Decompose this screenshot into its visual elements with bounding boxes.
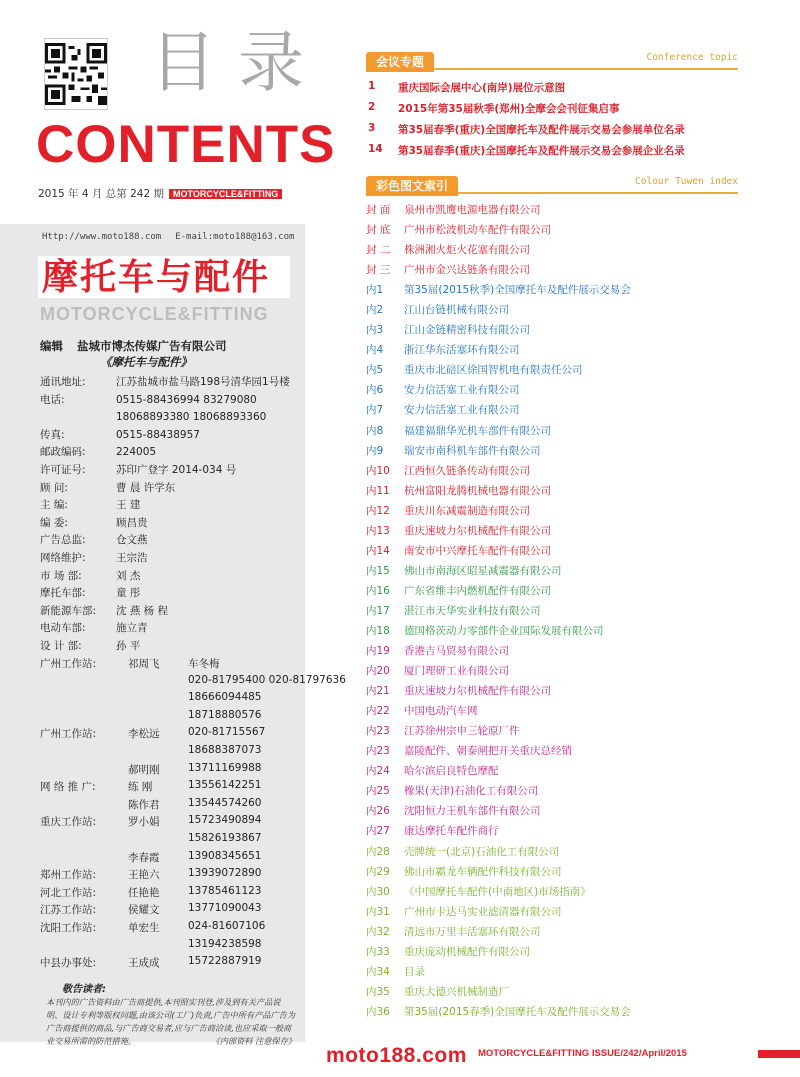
email-link[interactable]: E-mail:moto188@163.com: [175, 232, 295, 242]
index-page: 内29: [366, 865, 390, 878]
contact-phone: 18718880576: [188, 708, 262, 721]
contact-name: 郝明刚: [128, 763, 160, 776]
index-company: 《中国摩托车配件(中南地区)市场指南》: [404, 885, 591, 898]
contact-station: 沈阳工作站:: [40, 921, 97, 934]
index-page: 封 底: [366, 224, 391, 237]
info-row: [40, 532, 290, 550]
info-label: 新能源车部:: [40, 604, 97, 617]
editor-label: 编辑: [40, 339, 63, 353]
index-company: 康达摩托车配件商行: [404, 825, 499, 838]
contact-phone: 15826193867: [188, 831, 262, 844]
index-page: 内30: [366, 885, 390, 898]
info-label: 设 计 部:: [40, 639, 82, 652]
info-value: 仓文燕: [116, 534, 148, 547]
index-page: 内32: [366, 925, 390, 938]
index-page: 内4: [366, 344, 384, 357]
index-company: 香港吉马贸易有限公司: [404, 645, 509, 658]
index-company: 安力信活塞工业有限公司: [404, 404, 520, 417]
index-company: 重庆速坡力尔机械配件有限公司: [404, 685, 551, 698]
index-page: 内17: [366, 604, 390, 617]
index-company: 福建福鼎华光机车部件有限公司: [404, 424, 551, 437]
index-page: 内24: [366, 765, 390, 778]
index-company: 南安市中兴摩托车配件有限公司: [404, 544, 551, 557]
contact-phone: 13771090043: [188, 902, 262, 915]
info-label: 广告总监:: [40, 534, 86, 547]
index-company: 沈阳恒力王机车部件有限公司: [404, 805, 541, 818]
index-company: 江山台链机械有限公司: [404, 304, 509, 317]
colour-index-label-en: Colour Tuwen index: [635, 176, 738, 187]
index-page: 内25: [366, 785, 390, 798]
info-row: [40, 620, 290, 638]
index-company: 哈尔滨启良特色摩配: [404, 765, 499, 778]
contact-phone: 15723490894: [188, 814, 262, 827]
index-page: 内6: [366, 384, 384, 397]
conference-tab: 会议专题: [366, 52, 434, 72]
index-page: 封 三: [366, 264, 391, 277]
index-company: 湛江市天华实业科技有限公司: [404, 604, 541, 617]
colour-index-header: [366, 176, 738, 196]
notice-end: 《内部资料 注意保存》: [211, 1036, 296, 1046]
conference-label-en: Conference topic: [646, 52, 738, 63]
info-value: 苏印广登字 2014-034 号: [116, 463, 237, 476]
info-label: 主 编:: [40, 499, 68, 512]
index-page: 内28: [366, 845, 390, 858]
index-page: 内26: [366, 805, 390, 818]
index-page: 内1: [366, 284, 384, 297]
info-value: 224005: [116, 446, 157, 459]
index-company: 重庆速坡力尔机械配件有限公司: [404, 524, 551, 537]
contact-phone: 024-81607106: [188, 919, 266, 932]
contact-name: 侯耀文: [128, 904, 160, 917]
info-row: [40, 427, 290, 445]
index-company: 广州市松波机动车配件有限公司: [404, 224, 551, 237]
contact-name: 罗小娟: [128, 816, 160, 829]
info-label: 顾 问:: [40, 481, 68, 494]
conference-page: 2: [368, 101, 376, 113]
info-value: 王宗浩: [116, 551, 148, 564]
index-company: 重庆市北碚区徐国智机电有限责任公司: [404, 364, 583, 377]
index-company: 江西恒久链条传动有限公司: [404, 464, 530, 477]
contact-phone: 13544574260: [188, 796, 262, 809]
contact-name: 王成成: [128, 957, 160, 970]
contact-phone: 车冬梅: [188, 658, 220, 670]
magazine-title-cn: 摩托车与配件: [42, 257, 271, 298]
contact-phone: 18688387073: [188, 743, 262, 756]
info-row: [40, 462, 290, 480]
contact-phone: 13556142251: [188, 779, 262, 792]
index-company: 江苏徐州宗申三轮原厂件: [404, 725, 520, 738]
index-page: 封 面: [366, 204, 391, 216]
issue-date: 2015 年 4 月 总第 242 期: [38, 188, 164, 200]
index-page: 内27: [366, 825, 390, 838]
info-value: 曹 晨 许学东: [116, 481, 176, 494]
contact-name: 练 刚: [128, 781, 153, 794]
magazine-title-box: [38, 256, 290, 298]
info-label: 许可证号:: [40, 463, 86, 476]
info-label: 市 场 部:: [40, 569, 82, 582]
contact-phone: 020-81715567: [188, 726, 266, 739]
index-page: 内23: [366, 725, 390, 738]
info-value: 童 彤: [116, 587, 141, 600]
index-company: 浙江华东活塞环有限公司: [404, 344, 520, 357]
index-page: 内36: [366, 1005, 390, 1018]
index-company: 重庆大德兴机械制造厂: [404, 985, 509, 998]
contact-phone: 18666094485: [188, 691, 262, 704]
info-row: [40, 374, 290, 392]
index-company: 佛山市霸龙车辆配件科技有限公司: [404, 865, 562, 878]
index-page: 内13: [366, 524, 390, 537]
conference-title: 2015年第35届秋季(郑州)全摩会会刊征集启事: [398, 103, 620, 115]
index-page: 内2: [366, 304, 384, 317]
index-page: 内8: [366, 424, 384, 437]
info-value: 刘 杰: [116, 569, 141, 582]
contact-name: 陈作君: [128, 798, 160, 811]
conference-page: 14: [368, 143, 383, 155]
index-page: 内5: [366, 364, 384, 377]
info-label: 摩托车部:: [40, 587, 86, 600]
contact-phone: 13908345651: [188, 849, 262, 862]
contact-name: 李松远: [128, 728, 160, 741]
index-company: 泉州市凯鹰电源电器有限公司: [404, 204, 541, 216]
index-page: 内3: [366, 324, 384, 337]
contact-name: 李春霞: [128, 851, 160, 864]
conference-page: 3: [368, 122, 376, 134]
index-page: 内34: [366, 965, 390, 978]
index-company: 佛山市南海区昭星减震器有限公司: [404, 564, 562, 577]
masthead-urls: [42, 232, 308, 242]
contact-phone: 13785461123: [188, 884, 262, 897]
index-page: 内15: [366, 564, 390, 577]
footer-site[interactable]: moto188.com: [326, 1044, 467, 1067]
magazine-title-en: MOTORCYCLE&FITTING: [40, 304, 269, 324]
info-value: 江苏盐城市盐马路198号清华园1号楼: [116, 376, 290, 388]
info-row: [40, 515, 290, 533]
index-page: 内12: [366, 504, 390, 517]
index-page: 内14: [366, 544, 390, 557]
index-page: 内35: [366, 985, 390, 998]
notice-title: 敬告读者:: [62, 984, 106, 995]
contact-name: 单宏生: [128, 921, 160, 934]
index-company: 清远市万里丰活塞环有限公司: [404, 925, 541, 938]
index-page: 内31: [366, 905, 390, 918]
contact-phone: 020-81795400 020-81797636: [188, 673, 346, 686]
index-page: 内16: [366, 584, 390, 597]
index-company: 株洲湘火炬火花塞有限公司: [404, 244, 530, 257]
qr-code: [44, 38, 108, 110]
colour-index-tab: 彩色图文索引: [366, 176, 458, 196]
index-company: 德国格茨动力零部件企业国际发展有限公司: [404, 624, 604, 637]
issue-tag: MOTORCYCLE&FITTING: [169, 189, 282, 199]
info-value: 0515-88436994 83279080: [116, 393, 257, 406]
index-company: 瑞安市南科机车部件有限公司: [404, 444, 541, 457]
contact-station: 江苏工作站:: [40, 904, 97, 917]
info-list: [40, 374, 290, 656]
editor-line: [40, 338, 227, 354]
index-page: 内11: [366, 484, 390, 497]
index-company: 杭州富阳龙腾机械电器有限公司: [404, 484, 551, 497]
contact-name: 祁周飞: [128, 658, 160, 670]
notice-text: 本刊内的广告资料由广告商提供,本刊照实刊登,涉及到有关产品说明、设计专利等版权问题,由该公司(工厂)负责,广告中所有产品广告为广告商提供的商品,与广告商交易者,应与广告商洽谈,也应采取一般商业交易所需的防范措施。: [46, 997, 296, 1046]
page-title-en: CONTENTS: [36, 115, 336, 174]
issue-line: [38, 186, 282, 201]
info-value: 王 建: [116, 499, 141, 512]
index-company: 橡果(天津)石油化工有限公司: [404, 785, 539, 798]
page-title-cn: 目录: [150, 24, 326, 101]
footer-red-block: [758, 1050, 800, 1058]
index-page: 内7: [366, 404, 384, 417]
info-value: 施立青: [116, 622, 148, 635]
info-value: 18068893380 18068893360: [116, 411, 267, 424]
conference-header: [366, 52, 738, 72]
info-label: 编 委:: [40, 516, 68, 529]
info-label: 邮政编码:: [40, 446, 86, 459]
contact-phone: 13939072890: [188, 867, 262, 880]
info-row: [40, 497, 290, 515]
footer-bar: [478, 1048, 800, 1060]
info-row: [40, 392, 290, 410]
index-company: 广州市卡达马实业滤清器有限公司: [404, 905, 562, 918]
info-row: [40, 585, 290, 603]
index-company: 重庆川东减震制造有限公司: [404, 504, 530, 517]
editor-company: 盐城市博杰传媒广告有限公司: [77, 339, 227, 353]
index-company: 重庆庞动机械配件有限公司: [404, 945, 530, 958]
notice-body: [46, 996, 296, 1048]
conference-page: 1: [368, 80, 376, 92]
index-company: 第35届(2015春季)全国摩托车及配件展示交易会: [404, 1005, 631, 1018]
index-company: 广东省维丰内燃机配件有限公司: [404, 584, 551, 597]
contact-station: 河北工作站:: [40, 886, 97, 899]
website-link[interactable]: Http://www.moto188.com: [42, 232, 162, 242]
info-value: 孙 平: [116, 639, 141, 652]
index-company: 安力信活塞工业有限公司: [404, 384, 520, 397]
index-company: 嘉陵配件、朝泰闸把开关重庆总经销: [404, 745, 572, 758]
info-row: [40, 638, 290, 656]
index-page: 内19: [366, 645, 390, 658]
index-page: 内33: [366, 945, 390, 958]
index-company: 中国电动汽车网: [404, 705, 478, 718]
conference-title: 重庆国际会展中心(南岸)展位示意图: [398, 82, 566, 94]
index-company: 第35届(2015秋季)全国摩托车及配件展示交易会: [404, 284, 631, 297]
index-page: 内23: [366, 745, 390, 758]
info-label: 通讯地址:: [40, 376, 86, 388]
contact-phone: 13711169988: [188, 761, 262, 774]
contact-phone: 13194238598: [188, 937, 262, 950]
index-company: 江山金链精密科技有限公司: [404, 324, 530, 337]
index-page: 封 二: [366, 244, 391, 257]
info-value: 0515-88438957: [116, 428, 200, 441]
info-value: 沈 燕 杨 程: [116, 604, 169, 617]
conference-title: 第35届春季(重庆)全国摩托车及配件展示交易会参展单位名录: [398, 124, 685, 136]
info-row: [40, 480, 290, 498]
info-row: [40, 603, 290, 621]
contact-station: 广州工作站:: [40, 658, 97, 670]
contact-station: 中县办事处:: [40, 957, 97, 970]
index-page: 内18: [366, 624, 390, 637]
index-page: 内21: [366, 685, 390, 698]
index-page: 内20: [366, 665, 390, 678]
info-label: 电话:: [40, 393, 65, 406]
contact-name: 王艳六: [128, 869, 160, 882]
info-row: [40, 409, 290, 427]
info-row: [40, 550, 290, 568]
info-label: 网络维护:: [40, 551, 86, 564]
info-value: 顾昌贵: [116, 516, 148, 529]
info-label: 电动车部:: [40, 622, 86, 635]
contact-name: 任艳艳: [128, 886, 160, 899]
info-row: [40, 568, 290, 586]
index-company: 壳牌统一(北京)石油化工有限公司: [404, 845, 560, 858]
contact-station: 网 络 推 广:: [40, 781, 96, 794]
contact-station: 郑州工作站:: [40, 869, 97, 882]
index-page: 内10: [366, 464, 390, 477]
footer-issue: MOTORCYCLE&FITTING ISSUE/242/April/2015: [478, 1048, 687, 1059]
info-label: 传真:: [40, 428, 65, 441]
contact-station: 广州工作站:: [40, 728, 97, 741]
index-company: 厦门理研工业有限公司: [404, 665, 509, 678]
editor-sub: 《摩托车与配件》: [100, 355, 192, 369]
index-company: 广州市金兴达链条有限公司: [404, 264, 530, 277]
index-page: 内22: [366, 705, 390, 718]
index-page: 内9: [366, 444, 384, 457]
contact-station: 重庆工作站:: [40, 816, 97, 829]
conference-title: 第35届春季(重庆)全国摩托车及配件展示交易会参展企业名录: [398, 145, 685, 157]
info-row: [40, 444, 290, 462]
contact-phone: 15722887919: [188, 955, 262, 968]
index-company: 目录: [404, 965, 425, 978]
